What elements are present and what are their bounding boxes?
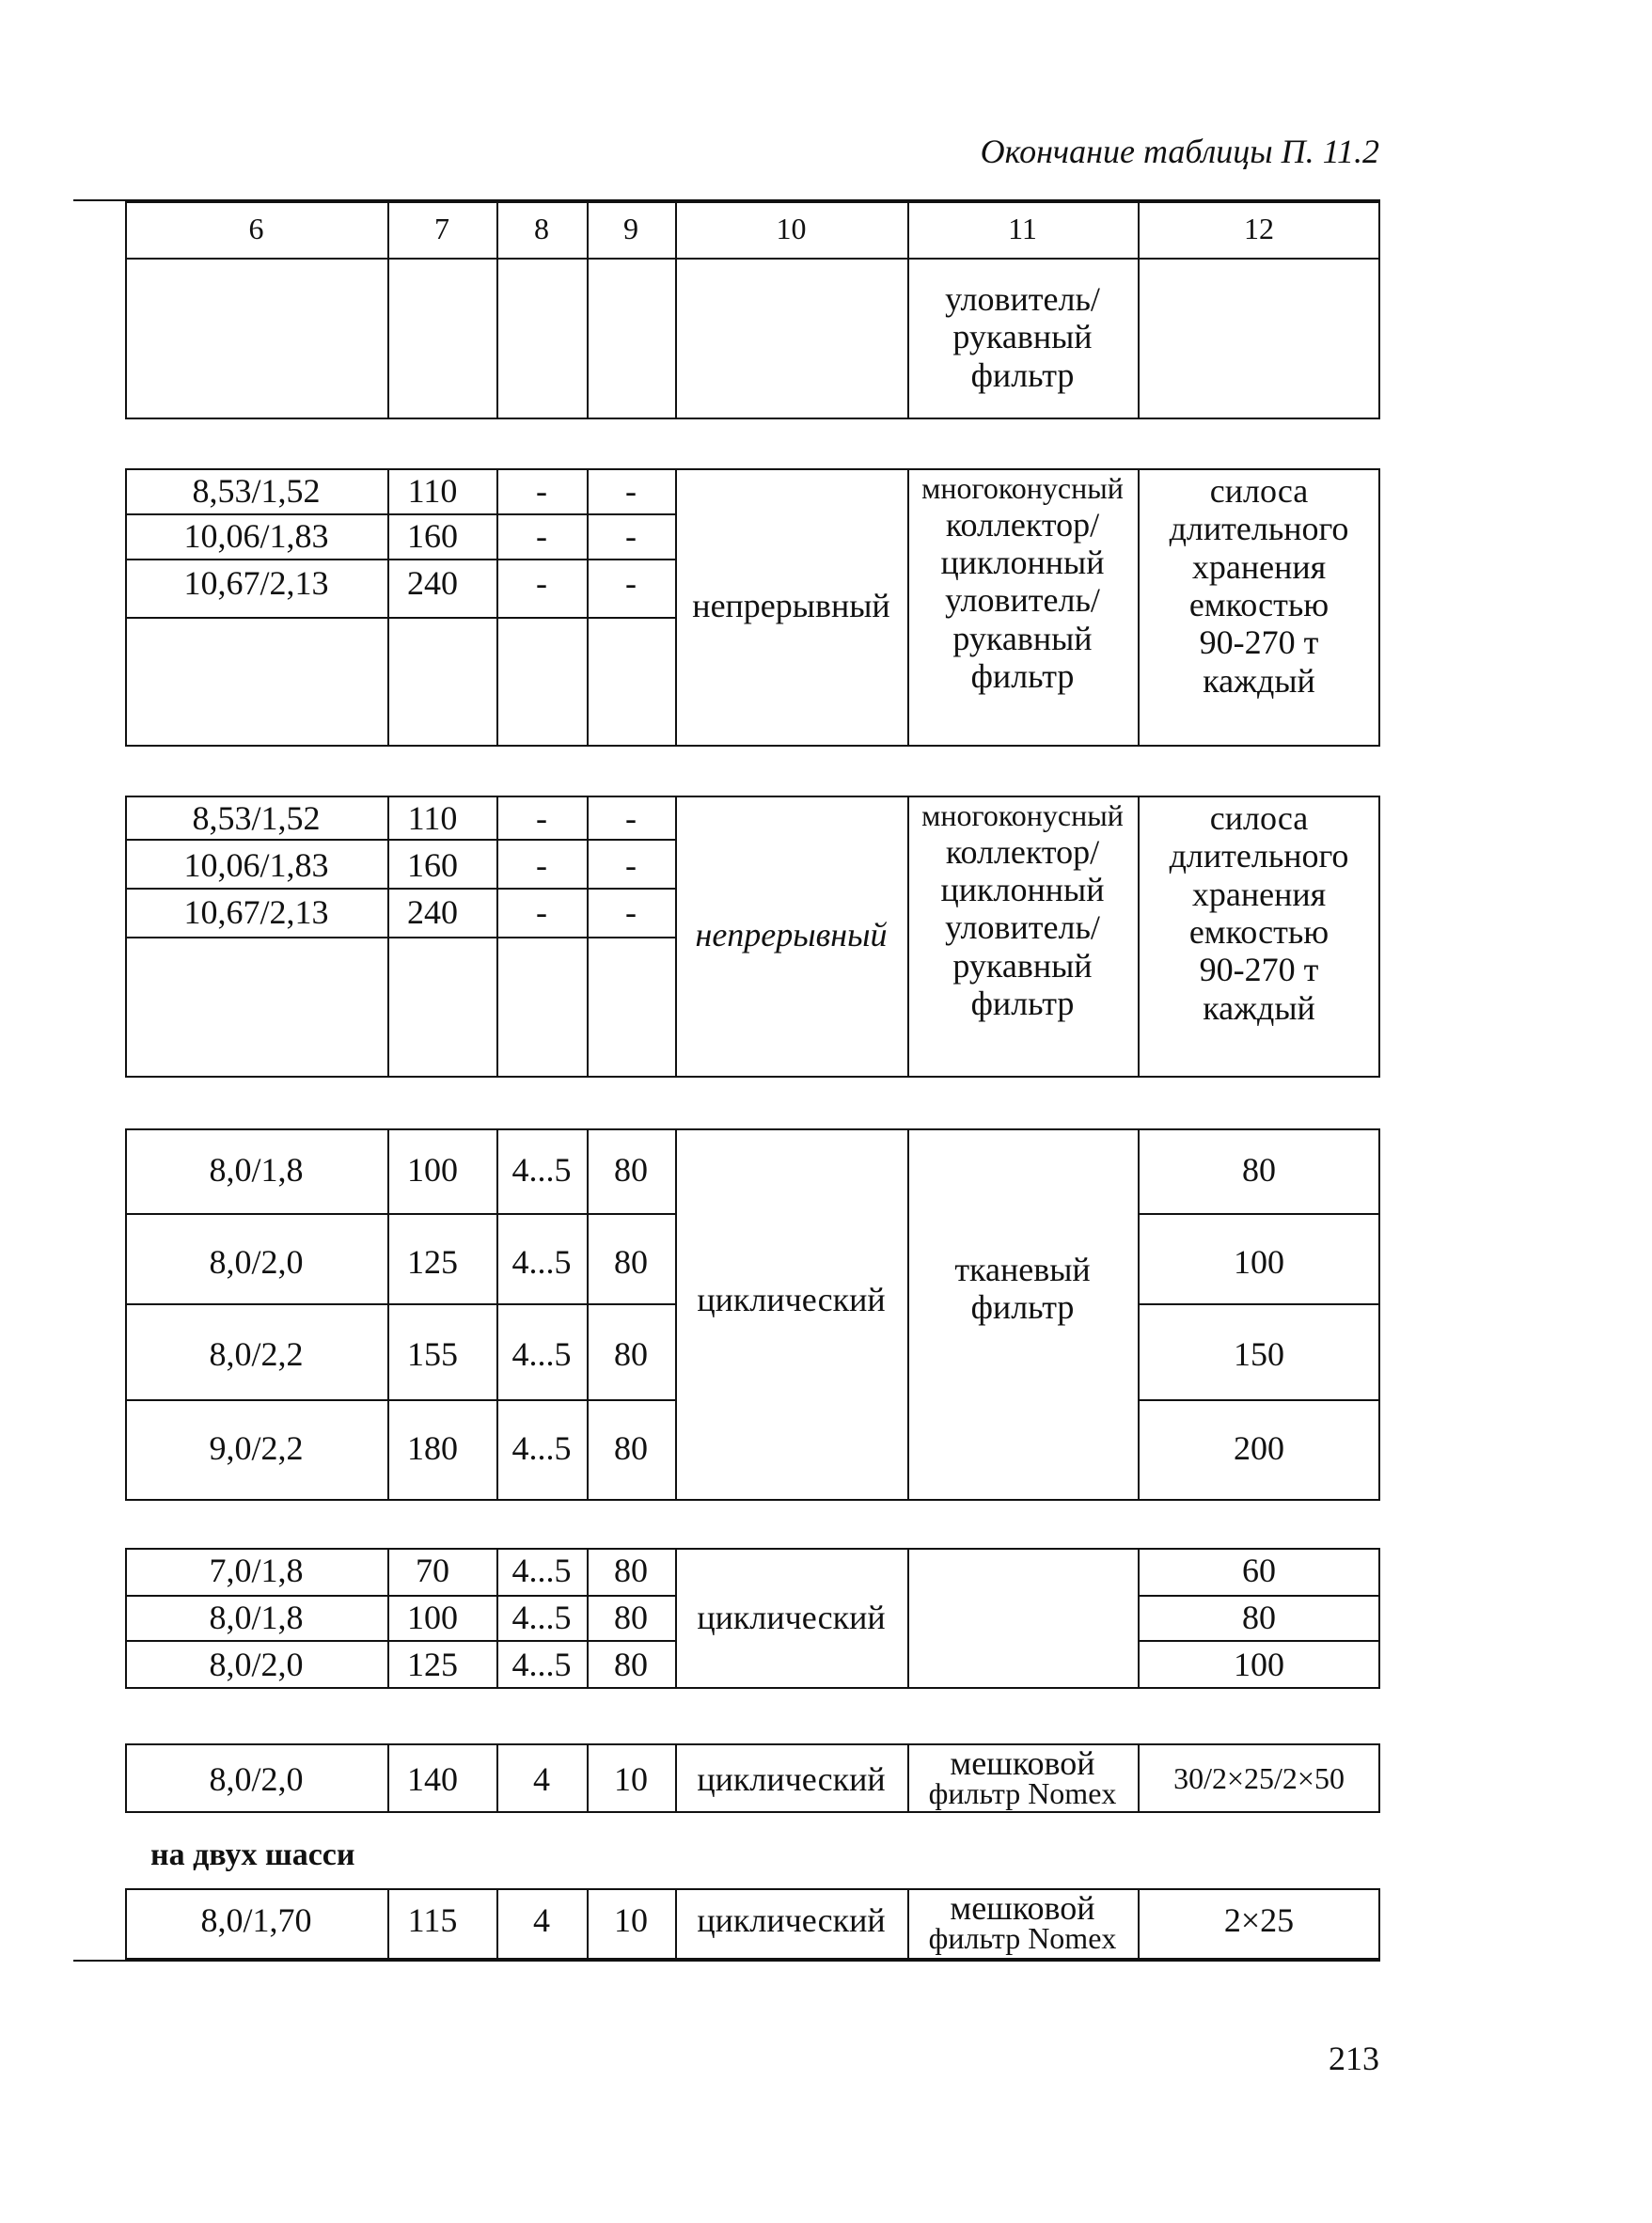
- text-line: уловитель/: [945, 280, 1100, 318]
- table-cell: 160: [407, 517, 458, 555]
- text-line: емкостью: [1188, 585, 1329, 623]
- table-cell: 60: [1242, 1552, 1276, 1589]
- table-cell: 10: [614, 1760, 648, 1798]
- table-cell: циклический: [697, 1901, 886, 1939]
- table-cell: 8,0/2,2: [209, 1335, 304, 1373]
- table-cell: -: [536, 846, 547, 884]
- table-cell: 155: [407, 1335, 458, 1373]
- table-cell: 4...5: [511, 1429, 572, 1467]
- table-cell: 240: [407, 564, 458, 602]
- table-cell: 80: [614, 1599, 648, 1636]
- row-divider: [125, 839, 675, 841]
- table-cell: 80: [614, 1429, 648, 1467]
- table-cell: -: [625, 472, 637, 510]
- text-line: силоса: [1209, 799, 1309, 837]
- table-cell: 140: [407, 1760, 458, 1798]
- text-line: хранения: [1191, 547, 1327, 586]
- text-line: емкостью: [1188, 912, 1329, 951]
- table-cell: 100: [1234, 1243, 1284, 1281]
- table-cell: циклический: [697, 1760, 886, 1798]
- header-col-8: 8: [534, 212, 549, 245]
- text-line: 90-270 т: [1199, 951, 1319, 989]
- text-line: силоса: [1209, 472, 1309, 510]
- text-line: фильтр: [970, 355, 1075, 394]
- table-cell: 4...5: [511, 1335, 572, 1373]
- table-cell: -: [625, 517, 637, 555]
- col-divider: [387, 468, 389, 747]
- table-cell: 4: [533, 1760, 550, 1798]
- table-cell: 4...5: [511, 1646, 572, 1683]
- row-block-0: [125, 258, 1380, 419]
- table-cell: 8,53/1,52: [192, 472, 321, 510]
- text-line: уловитель/: [945, 581, 1100, 620]
- col-divider: [675, 258, 677, 419]
- table-cell: 80: [614, 1552, 648, 1589]
- text-line: циклонный: [940, 871, 1105, 909]
- text-line: уловитель/: [945, 908, 1100, 947]
- table-cell: 4: [533, 1901, 550, 1939]
- table-cell: 8,53/1,52: [192, 799, 321, 837]
- block1-col11: [907, 472, 1138, 695]
- table-cell: 10,67/2,13: [183, 564, 329, 602]
- row-divider: [125, 1303, 675, 1305]
- page-number: 213: [1329, 2040, 1379, 2077]
- col-divider: [587, 468, 589, 747]
- row-divider: [125, 559, 675, 560]
- table-cell: 240: [407, 893, 458, 931]
- text-line: тканевый: [954, 1251, 1091, 1288]
- row-divider: [125, 617, 675, 619]
- text-line: мешковой: [950, 1744, 1095, 1782]
- text-line: циклонный: [940, 544, 1105, 582]
- text-line: 90-270 т: [1199, 623, 1319, 662]
- block2-col12: [1138, 799, 1380, 1027]
- text-line: рукавный: [952, 946, 1093, 985]
- table-cell: -: [536, 517, 547, 555]
- text-line: рукавный: [952, 619, 1093, 657]
- table-cell: 8,0/1,8: [209, 1599, 304, 1636]
- text-line: каждый: [1203, 661, 1315, 700]
- header-col-11: 11: [1008, 212, 1037, 245]
- row-divider: [125, 1399, 675, 1401]
- text-line: фильтр: [970, 985, 1075, 1023]
- text-line: фильтр Nomex: [928, 1921, 1117, 1956]
- table-cell: 4...5: [511, 1552, 572, 1589]
- row-divider: [1138, 1399, 1380, 1401]
- table-cell: 4...5: [511, 1599, 572, 1636]
- text-line: коллектор/: [945, 505, 1100, 544]
- text-line: фильтр: [970, 1288, 1075, 1327]
- table-cell: 10,06/1,83: [183, 846, 329, 884]
- table-cell: 2×25: [1223, 1901, 1295, 1939]
- col-divider: [496, 258, 498, 419]
- table-cell: 180: [407, 1429, 458, 1467]
- table-cell: 10,67/2,13: [183, 893, 329, 931]
- table-cell: 150: [1234, 1335, 1284, 1373]
- row-divider: [1138, 1213, 1380, 1215]
- table-cell: 200: [1234, 1429, 1284, 1467]
- block5-col11: [907, 1744, 1138, 1811]
- table-caption: Окончание таблицы П. 11.2: [980, 133, 1379, 170]
- row-divider: [125, 513, 675, 515]
- table-cell: -: [625, 893, 637, 931]
- block3-col11: [907, 1251, 1138, 1327]
- row-divider: [1138, 1640, 1380, 1642]
- section-label: на двух шасси: [150, 1837, 355, 1872]
- col-divider: [1138, 258, 1140, 419]
- block6-col11: [907, 1889, 1138, 1956]
- block0-col11: [907, 280, 1138, 394]
- table-cell: 8,0/1,70: [200, 1901, 312, 1939]
- block2-col11: [907, 799, 1138, 1022]
- text-line: мешковой: [950, 1889, 1095, 1927]
- text-line: фильтр: [970, 657, 1075, 696]
- table-cell: 8,0/2,0: [209, 1760, 304, 1798]
- row-divider: [125, 888, 675, 890]
- table-cell: 110: [407, 472, 458, 510]
- table-cell: 80: [614, 1646, 648, 1683]
- header-col-7: 7: [434, 212, 449, 245]
- table-cell: 9,0/2,2: [209, 1429, 304, 1467]
- table-cell: 100: [407, 1599, 458, 1636]
- text-line: длительного: [1169, 837, 1349, 875]
- table-cell: 8,0/2,0: [209, 1243, 304, 1281]
- row-divider: [125, 937, 675, 938]
- table-cell: -: [625, 846, 637, 884]
- table-cell: 80: [614, 1335, 648, 1373]
- table-cell: 80: [1242, 1599, 1276, 1636]
- row-divider: [125, 1213, 675, 1215]
- text-line: рукавный: [952, 318, 1093, 356]
- table-cell: -: [536, 564, 547, 602]
- row-divider: [1138, 1303, 1380, 1305]
- table-cell: 4...5: [511, 1243, 572, 1281]
- table-cell: -: [536, 799, 547, 837]
- row-divider: [125, 1595, 675, 1597]
- table-cell: 100: [407, 1151, 458, 1189]
- block1-col12: [1138, 472, 1380, 700]
- table-cell: непрерывный: [692, 587, 890, 624]
- header-col-6: 6: [248, 212, 264, 245]
- table-cell: 70: [416, 1552, 449, 1589]
- row-divider: [1138, 1595, 1380, 1597]
- table-cell: 160: [407, 846, 458, 884]
- table-cell: 8,0/1,8: [209, 1151, 304, 1189]
- table-cell: 125: [407, 1243, 458, 1281]
- text-line: многоконусный: [921, 798, 1124, 832]
- table-cell: 110: [407, 799, 458, 837]
- header-col-10: 10: [776, 212, 807, 245]
- table-cell: -: [625, 564, 637, 602]
- col-divider: [387, 258, 389, 419]
- table-cell: циклический: [697, 1281, 886, 1318]
- table-cell: 30/2×25/2×50: [1173, 1761, 1345, 1795]
- text-line: фильтр Nomex: [928, 1776, 1117, 1811]
- table-cell: 80: [1242, 1151, 1276, 1189]
- table-cell: 10,06/1,83: [183, 517, 329, 555]
- bottom-rule: [73, 1960, 1380, 1962]
- header-col-9: 9: [623, 212, 638, 245]
- table-cell: непрерывный: [695, 916, 888, 954]
- col-divider: [907, 1548, 909, 1689]
- table-cell: 115: [407, 1901, 458, 1939]
- text-line: каждый: [1203, 988, 1315, 1027]
- table-cell: -: [536, 893, 547, 931]
- col-divider: [587, 258, 589, 419]
- table-cell: 4...5: [511, 1151, 572, 1189]
- table-cell: циклический: [697, 1599, 886, 1636]
- col-divider: [496, 468, 498, 747]
- table-cell: 80: [614, 1243, 648, 1281]
- text-line: длительного: [1169, 510, 1349, 548]
- table-cell: 100: [1234, 1646, 1284, 1683]
- row-divider: [125, 1640, 675, 1642]
- table-cell: 10: [614, 1901, 648, 1939]
- text-line: коллектор/: [945, 832, 1100, 871]
- table-cell: 125: [407, 1646, 458, 1683]
- table-cell: -: [536, 472, 547, 510]
- text-line: многоконусный: [921, 471, 1124, 505]
- table-cell: 80: [614, 1151, 648, 1189]
- table-cell: -: [625, 799, 637, 837]
- header-col-12: 12: [1244, 212, 1274, 245]
- text-line: хранения: [1191, 875, 1327, 913]
- table-cell: 7,0/1,8: [209, 1552, 304, 1589]
- table-cell: 8,0/2,0: [209, 1646, 304, 1683]
